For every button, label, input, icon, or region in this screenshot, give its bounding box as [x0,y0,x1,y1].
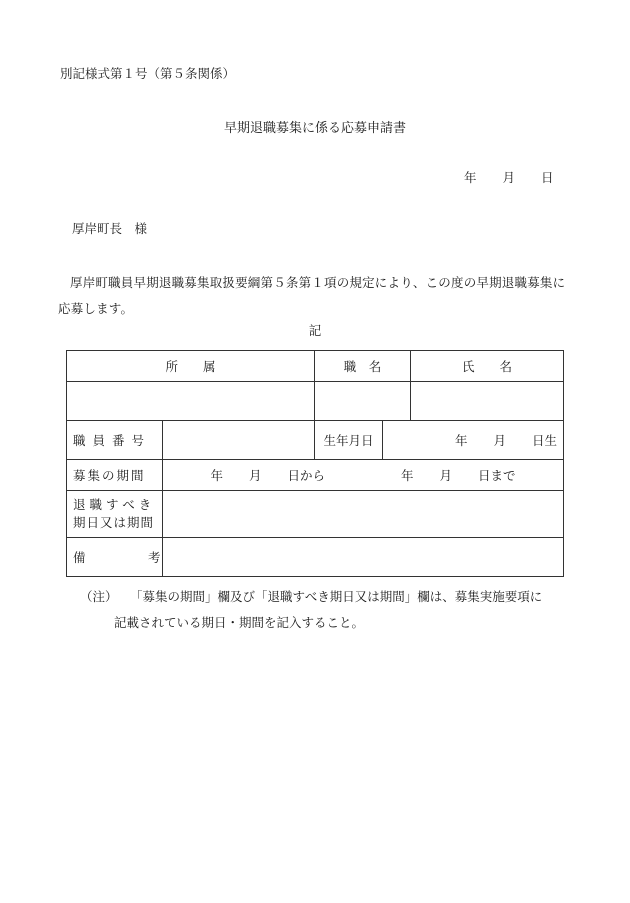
employee-number-label: 職員番号 [67,421,163,460]
table-row-retirement [67,491,564,538]
date-day-label: 日 [541,170,554,185]
position-header: 職 名 [315,351,411,382]
retirement-date-label [67,491,163,538]
table-row-remarks [67,538,564,577]
period-year-1: 年 [210,468,223,483]
name-header: 氏 名 [411,351,564,382]
period-year-2: 年 [401,468,414,483]
period-month-1: 月 [248,468,262,483]
ki-heading: 記 [308,323,322,338]
birthdate-label: 生年月日 [315,421,383,460]
birthdate-field[interactable] [383,421,564,460]
date-line [464,170,554,186]
date-year-label: 年 [464,170,477,185]
form-number: 別記様式第１号（第５条関係） [60,66,236,81]
application-table [66,350,564,577]
birthdate-year: 年 [454,433,468,448]
addressee: 厚岸町長 様 [72,221,148,236]
position-field[interactable] [315,382,411,421]
note-mark: （注） [80,589,118,604]
recruitment-period-field[interactable] [163,460,564,491]
employee-number-field[interactable] [163,421,315,460]
retirement-label-line1: 退職すべき [73,497,156,512]
date-month-label: 月 [502,170,516,185]
name-field[interactable] [411,382,564,421]
table-row-period [67,460,564,491]
note-line2: 記載されている期日・期間を記入すること。 [114,615,365,630]
table-row-employee [67,421,564,460]
note-line1: 「募集の期間」欄及び「退職すべき期日又は期間」欄は、募集実施要項に [130,589,543,604]
document-title: 早期退職募集に係る応募申請書 [223,121,406,136]
note [80,584,580,636]
period-day-until: 日まで [478,468,516,483]
remarks-field[interactable] [163,538,564,577]
affiliation-field[interactable] [67,382,315,421]
birthdate-month: 月 [493,433,507,448]
application-statement: 厚岸町職員早期退職募集取扱要綱第５条第１項の規定により、この度の早期退職募集に応募します。 [58,275,566,316]
recruitment-period-label: 募集の期間 [67,460,163,491]
table-entry-row [67,382,564,421]
remarks-label: 備 考 [67,538,163,577]
affiliation-header: 所 属 [67,351,315,382]
retirement-date-field[interactable] [163,491,564,538]
table-header-row [67,351,564,382]
period-day-from: 日から [287,468,326,483]
period-month-2: 月 [439,468,453,483]
retirement-label-line2: 期日又は期間 [73,515,155,530]
birthdate-day: 日生 [532,433,558,448]
